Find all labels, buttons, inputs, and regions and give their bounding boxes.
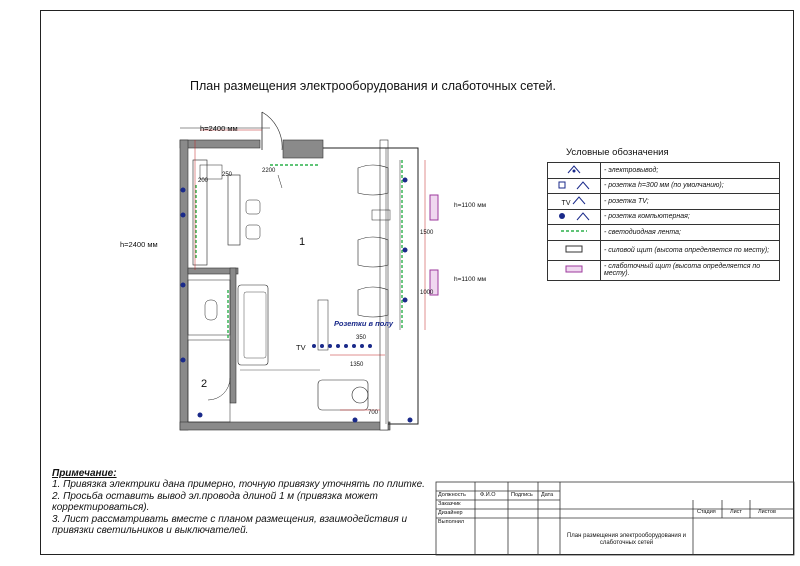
walls xyxy=(180,140,390,430)
legend-text: - слаботочный щит (высота определяется по месту). xyxy=(601,260,780,280)
legend-text: - силовой щит (высота определяется по месту); xyxy=(601,240,780,260)
dim-1350: 1350 xyxy=(350,362,364,368)
note-item-1: 1. Привязка электрики дана примерно, точную привязку уточнять по плитке. xyxy=(52,479,425,491)
stamp-col-signature: Подпись xyxy=(511,492,533,498)
sockets xyxy=(181,178,413,423)
tv-symbol-text: TV xyxy=(561,200,571,208)
tv-label: TV xyxy=(296,343,306,352)
dim-700: 700 xyxy=(368,410,379,416)
legend-row xyxy=(548,240,780,260)
dim-200: 200 xyxy=(198,178,209,184)
stamp-row-designer: Дизайнер xyxy=(438,510,463,516)
power-panel-icon xyxy=(548,240,601,260)
led-strip-icon xyxy=(548,225,601,241)
legend-text: - розетка компьютерная; xyxy=(601,209,780,225)
room-number-2: 2 xyxy=(201,378,208,390)
note-item-2: 2. Просьба оставить вывод эл.провода длиной 1 м (привязка может корректироваться). xyxy=(52,490,378,514)
legend-text: - розетка TV; xyxy=(601,194,780,210)
stamp-stage: Стадия xyxy=(697,509,716,515)
notes-block xyxy=(52,468,432,536)
legend-row xyxy=(548,260,780,280)
height-label-1100-a: h=1100 мм xyxy=(454,202,487,209)
legend-table xyxy=(547,162,780,281)
legend-row xyxy=(548,163,780,179)
legend-text: - светодиодная лента; xyxy=(601,225,780,241)
lowcurrent-panel-icon xyxy=(548,260,601,280)
legend-row xyxy=(548,194,780,210)
lowcurrent-panels xyxy=(430,195,438,295)
stamp-sheet: Лист xyxy=(730,509,742,515)
stamp-sheet-title: План размещения электрооборудования и слаботочных сетей xyxy=(566,533,687,546)
stamp-row-executor: Выполнил xyxy=(438,519,465,525)
stamp-row-customer: Заказчик xyxy=(438,501,461,507)
legend-title: Условные обозначения xyxy=(566,147,669,158)
stamp-sheets: Листов xyxy=(758,509,776,515)
note-item-3: 3. Лист рассматривать вместе с планом размещения, взаимодействия и привязки светильников и выключателей. xyxy=(52,513,408,537)
legend-text: - розетка h=300 мм (по умолчанию); xyxy=(601,178,780,194)
dim-1500: 1500 xyxy=(420,230,434,236)
page-title: План размещения электрооборудования и слаботочных сетей. xyxy=(190,79,556,93)
legend-row xyxy=(548,225,780,241)
tv-socket-icon xyxy=(548,194,601,210)
computer-socket-icon xyxy=(548,209,601,225)
floor-sockets-label: Розетки в полу xyxy=(334,319,394,328)
height-label-left: h=2400 мм xyxy=(120,240,158,249)
notes-heading: Примечание: xyxy=(52,468,117,479)
dim-250: 250 xyxy=(222,172,233,178)
stamp-col-date: Дата xyxy=(541,492,554,498)
dim-2200: 2200 xyxy=(262,168,276,174)
ceiling-outlet-icon xyxy=(548,163,601,179)
legend-text: - электровывод; xyxy=(601,163,780,179)
dim-1000: 1000 xyxy=(420,290,434,296)
dim-350: 350 xyxy=(356,335,367,341)
height-label-top: h=2400 мм xyxy=(200,124,238,133)
height-label-1100-b: h=1100 мм xyxy=(454,276,487,283)
led-strips xyxy=(196,160,402,340)
socket-icon xyxy=(548,178,601,194)
legend-row xyxy=(548,178,780,194)
legend-row xyxy=(548,209,780,225)
stamp-col-name: Ф.И.О xyxy=(480,492,496,498)
room-number-1: 1 xyxy=(299,236,306,248)
stamp-col-position: Должность xyxy=(438,492,466,498)
